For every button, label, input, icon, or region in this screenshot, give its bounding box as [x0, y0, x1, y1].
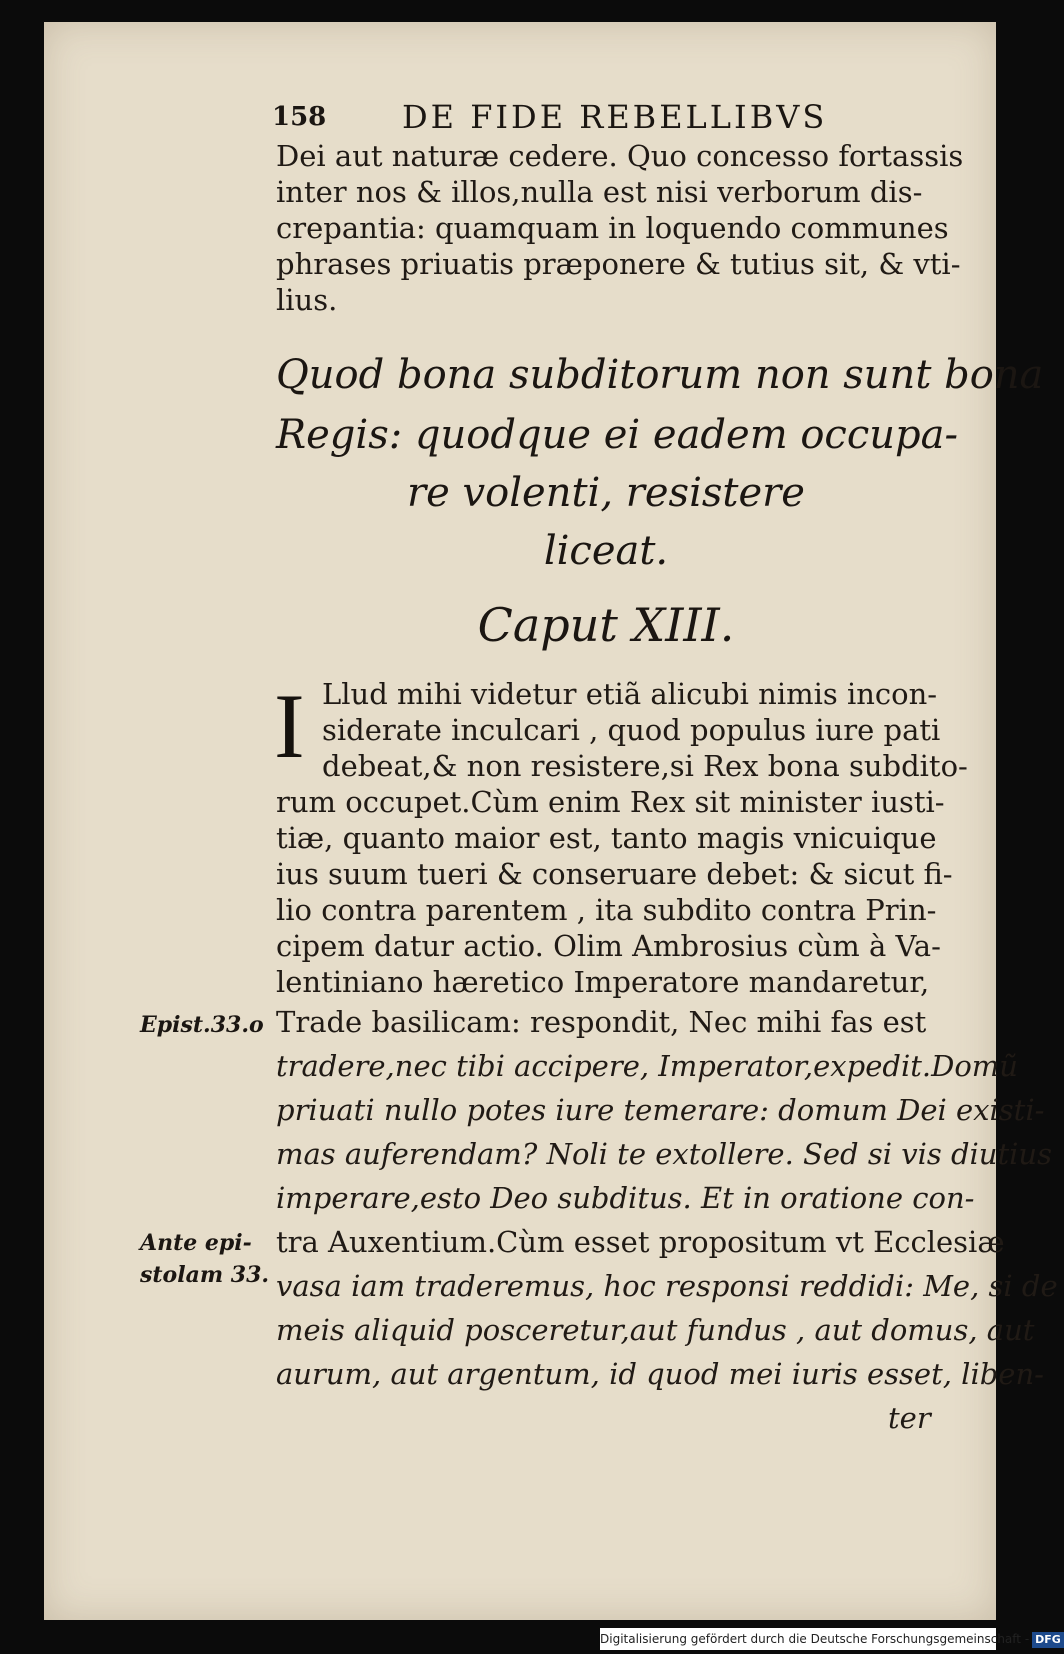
body-line: meis aliquid posceretur,aut fundus , aut domus, aut: [276, 1313, 1035, 1347]
intro-line: lius.: [276, 283, 338, 317]
dfg-logo: DFG: [1032, 1632, 1064, 1648]
body-line: aurum, aut argentum, id quod mei iuris esset, liben-: [276, 1357, 1044, 1391]
margin-note: Epist.33.o: [140, 1012, 264, 1038]
section-heading-line: Regis: quodque ei eadem occupa-: [276, 412, 958, 458]
body-line: siderate inculcari , quod populus iure pati: [322, 713, 941, 747]
intro-line: Dei aut naturæ cedere. Quo concesso fortassis: [276, 139, 964, 173]
page-header: [272, 98, 952, 138]
body-line: debeat,& non resistere,si Rex bona subdito-: [322, 749, 968, 783]
body-line: ter: [888, 1401, 931, 1435]
body-line: tra Auxentium.Cùm esset propositum vt Ecclesiæ: [276, 1225, 1005, 1259]
body-line: mas auferendam? Noli te extollere. Sed si vis diutius: [276, 1137, 1052, 1171]
intro-line: phrases priuatis præponere & tutius sit, & vti-: [276, 247, 961, 281]
body-line: rum occupet.Cùm enim Rex sit minister iusti-: [276, 785, 945, 819]
section-heading-line: re volenti, resistere: [407, 470, 805, 516]
body-line: ius suum tueri & conseruare debet: & sicut fi-: [276, 857, 953, 891]
body-line: Trade basilicam: respondit, Nec mihi fas est: [276, 1005, 927, 1039]
digitization-footer: [600, 1628, 1061, 1650]
chapter-title: Caput XIII.: [477, 598, 735, 652]
body-line: cipem datur actio. Olim Ambrosius cùm à Va-: [276, 929, 941, 963]
body-line: priuati nullo potes iure temerare: domum Dei existi-: [276, 1093, 1045, 1127]
margin-note: stolam 33.: [140, 1262, 270, 1288]
body-line: imperare,esto Deo subditus. Et in oratione con-: [276, 1181, 975, 1215]
intro-line: crepantia: quamquam in loquendo communes: [276, 211, 949, 245]
footer-text: Digitalisierung gefördert durch die Deutsche Forschungsgemeinschaft -: [600, 1632, 1030, 1646]
page-number: 158: [272, 102, 327, 132]
body-line: lentiniano hæretico Imperatore mandaretur,: [276, 965, 930, 999]
body-line: tradere,nec tibi accipere, Imperator,expedit.Domũ: [276, 1049, 1018, 1083]
drop-initial: I: [274, 675, 305, 777]
section-heading-line: Quod bona subditorum non sunt bona: [276, 352, 1044, 398]
running-title: DE FIDE REBELLIBVS: [402, 98, 828, 136]
body-line: tiæ, quanto maior est, tanto magis vnicuique: [276, 821, 937, 855]
intro-line: inter nos & illos,nulla est nisi verborum dis-: [276, 175, 923, 209]
section-heading-line: liceat.: [543, 528, 669, 574]
body-line: Llud mihi videtur etiã alicubi nimis incon-: [322, 677, 938, 711]
body-line: vasa iam traderemus, hoc responsi reddidi: Me, si de: [276, 1269, 1058, 1303]
body-line: lio contra parentem , ita subdito contra Prin-: [276, 893, 937, 927]
margin-note: Ante epi-: [140, 1230, 252, 1256]
